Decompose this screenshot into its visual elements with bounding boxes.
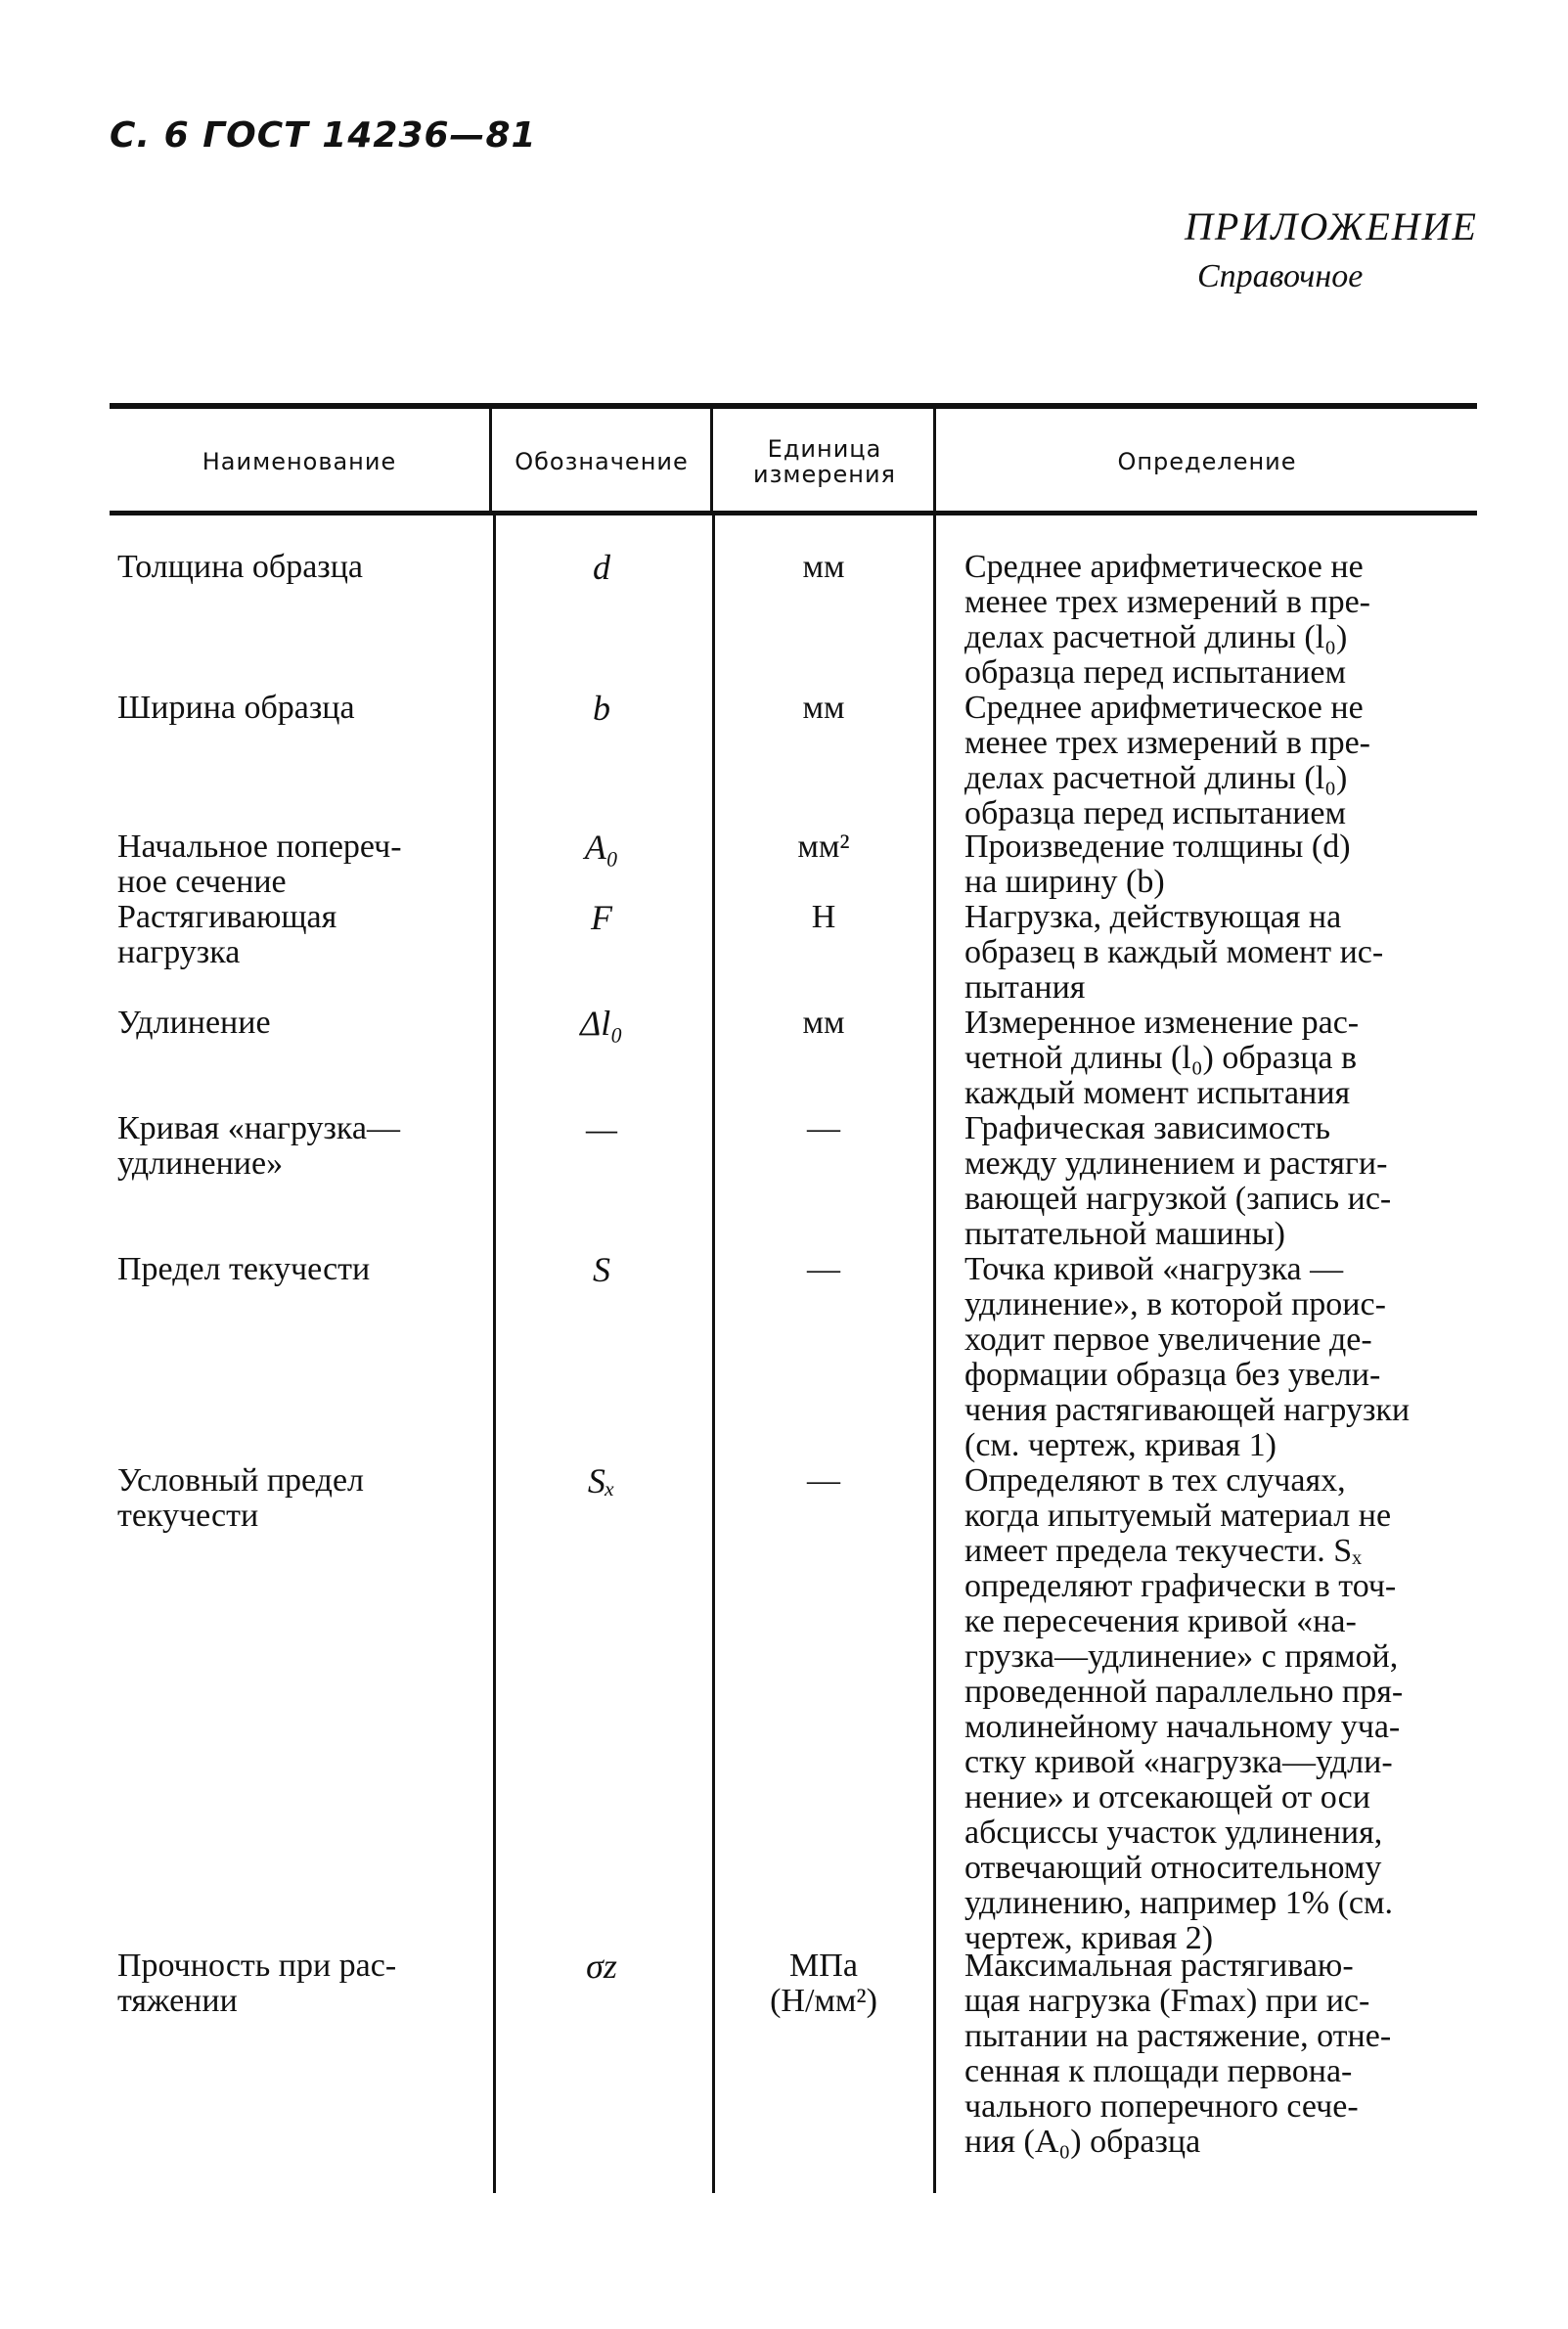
term-definition: Определяют в тех случаях, когда ипытуемый материал не имеет предела текучести. Sₓ определяют графически в точ- ке пересечения кривой «на- грузка—удлинение» с прямой, проведенной параллельно пря- молинейному начальному уча- стку кривой «нагрузка—удли- нение» и отсекающей от оси абсциссы участок удлинения, отвечающий относительному удлинению, например 1% (см. чертеж, кривая 2) [964,1462,1404,1956]
term-definition: Среднее арифметическое не менее трех измерений в пре- делах расчетной длины (l₀) образца перед испытанием [964,690,1370,831]
term-symbol: σz [586,1947,617,1986]
term-unit: — [807,1110,840,1146]
term-definition: Графическая зависимость между удлинением и растяги- вающей нагрузкой (запись ис- пытательной машины) [964,1110,1392,1252]
term-unit: МПа (Н/мм²) [770,1948,877,2019]
term-definition: Среднее арифметическое не менее трех измерений в пре- делах расчетной длины (l₀) образца перед испытанием [964,549,1370,691]
term-unit: мм [802,690,845,726]
term-name: Толщина образца [117,549,363,585]
term-name: Удлинение [117,1005,271,1041]
table-top-rule [110,403,1477,409]
term-name: Растягивающая нагрузка [117,899,337,970]
column-divider [933,409,936,511]
term-unit: мм² [797,829,850,865]
term-symbol: F [591,898,612,937]
appendix-subtitle: Справочное [1197,258,1364,294]
term-unit: мм [802,549,845,585]
term-symbol: d [593,548,610,587]
column-divider [710,409,713,511]
column-header-name: Наименование [202,448,397,475]
appendix-title: ПРИЛОЖЕНИЕ [1185,204,1478,248]
terms-table [110,403,1477,2195]
term-symbol: A₀ [584,828,619,867]
term-definition: Измеренное изменение рас- четной длины (l₀) образца в каждый момент испытания [964,1005,1360,1111]
column-header-definition: Определение [1117,448,1297,475]
term-definition: Произведение толщины (d) на ширину (b) [964,829,1351,900]
term-name: Кривая «нагрузка— удлинение» [117,1110,401,1182]
column-divider [933,515,936,2193]
term-symbol: — [585,1109,617,1148]
term-name: Условный предел текучести [117,1462,365,1534]
column-divider [712,515,715,2193]
term-unit: — [807,1251,840,1287]
column-divider [489,409,492,511]
term-definition: Нагрузка, действующая на образец в каждый момент ис- пытания [964,899,1384,1006]
term-unit: Н [811,899,836,935]
term-symbol: S [593,1250,610,1289]
table-header-rule [110,511,1477,515]
page-reference: С. 6 ГОСТ 14236—81 [110,115,537,156]
term-name: Прочность при рас- тяжении [117,1948,397,2019]
term-symbol: Δl₀ [580,1004,623,1043]
column-divider [493,515,496,2193]
term-definition: Точка кривой «нагрузка — удлинение», в которой проис- ходит первое увеличение де- формации образца без увели- чения растягивающей нагрузки (см. чертеж, кривая 1) [964,1251,1411,1463]
term-symbol: b [593,689,610,728]
column-header-unit: Единица измерения [753,435,896,488]
term-definition: Максимальная растягиваю- щая нагрузка (Fmax) при ис- пытании на растяжение, отне- сенная к площади первона- чального поперечного сече- ния (A₀) образца [964,1948,1392,2160]
term-name: Ширина образца [117,690,355,726]
term-unit: мм [802,1005,845,1041]
term-name: Начальное попереч- ное сечение [117,829,402,900]
term-symbol: Sₓ [587,1461,616,1500]
column-header-symbol: Обозначение [515,448,689,475]
term-name: Предел текучести [117,1251,371,1287]
term-unit: — [807,1462,840,1499]
